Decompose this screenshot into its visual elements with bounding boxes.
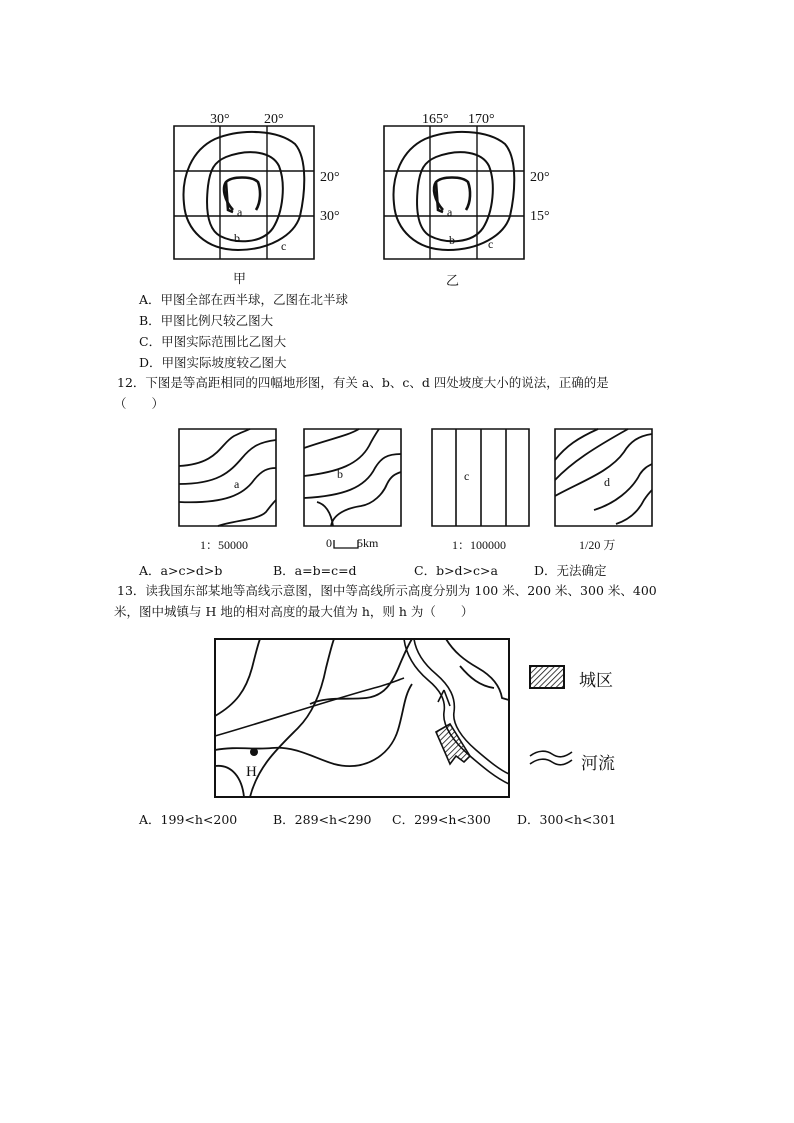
q13-option-d: D．300<h<301 — [517, 812, 617, 827]
q12-option-d: D．无法确定 — [534, 563, 607, 578]
q11-option-b: B．甲图比例尺较乙图大 — [139, 313, 274, 328]
map-jia — [140, 104, 360, 284]
lat-label: 20° — [530, 170, 550, 185]
legend-river-label: 河流 — [581, 754, 615, 774]
legend-river-swatch — [528, 748, 574, 770]
q12-stem: 12．下图是等高距相同的四幅地形图，有关 a、b、c、d 四处坡度大小的说法，正确的是 — [117, 375, 609, 390]
map-caption: 乙 — [446, 274, 460, 289]
q12-stem-paren: （ ） — [114, 396, 165, 411]
lat-label: 15° — [530, 209, 550, 224]
topo-panel-b — [303, 428, 403, 528]
q11-option-c: C．甲图实际范围比乙图大 — [139, 334, 287, 349]
contour-map — [214, 638, 512, 800]
contour-label: a — [237, 205, 243, 219]
scale-label: 1/20 万 — [579, 538, 616, 552]
scale-label: 1：100000 — [452, 538, 507, 552]
lon-label: 165° — [422, 112, 449, 127]
lat-label: 30° — [320, 209, 340, 224]
lat-label: 20° — [320, 170, 340, 185]
contour-label: c — [281, 239, 287, 253]
lon-label: 170° — [468, 112, 495, 127]
legend-city-swatch — [528, 664, 568, 690]
map-caption: 甲 — [233, 272, 247, 287]
q12-option-b: B．a=b=c=d — [273, 563, 357, 578]
contour-label: c — [488, 237, 494, 251]
q13-option-a: A．199<h<200 — [139, 812, 238, 827]
q11-option-d: D．甲图实际坡度较乙图大 — [139, 355, 287, 370]
panel-label: a — [234, 477, 240, 491]
q11-option-a: A．甲图全部在西半球，乙图在北半球 — [139, 292, 349, 307]
panel-label: b — [337, 467, 343, 481]
panel-label: d — [604, 475, 610, 489]
q12-option-a: A．a>c>d>b — [139, 563, 223, 578]
q13-option-c: C．299<h<300 — [392, 812, 491, 827]
scale-bar-label: 5km — [357, 536, 379, 550]
q12-option-c: C．b>d>c>a — [414, 563, 498, 578]
topo-panel-c — [431, 428, 531, 528]
q13-stem: 13．读我国东部某地等高线示意图，图中等高线所示高度分别为 100 米、200 米、300 米、400 — [117, 583, 657, 598]
legend-city-label: 城区 — [579, 671, 613, 691]
lon-label: 20° — [264, 112, 284, 127]
map-yi — [350, 104, 570, 284]
scale-label: 1：50000 — [200, 538, 249, 552]
scale-zero: 0 — [326, 536, 332, 550]
q13-option-b: B．289<h<290 — [273, 812, 372, 827]
contour-label: b — [449, 233, 455, 247]
lon-label: 30° — [210, 112, 230, 127]
topo-panel-d — [554, 428, 654, 528]
topo-panel-a — [178, 428, 278, 528]
contour-label: b — [234, 231, 240, 245]
q13-stem-cont: 米，图中城镇与 H 地的相对高度的最大值为 h，则 h 为（ ） — [114, 604, 474, 619]
point-h-label: H — [246, 764, 257, 780]
panel-label: c — [464, 469, 470, 483]
contour-label: a — [447, 205, 453, 219]
